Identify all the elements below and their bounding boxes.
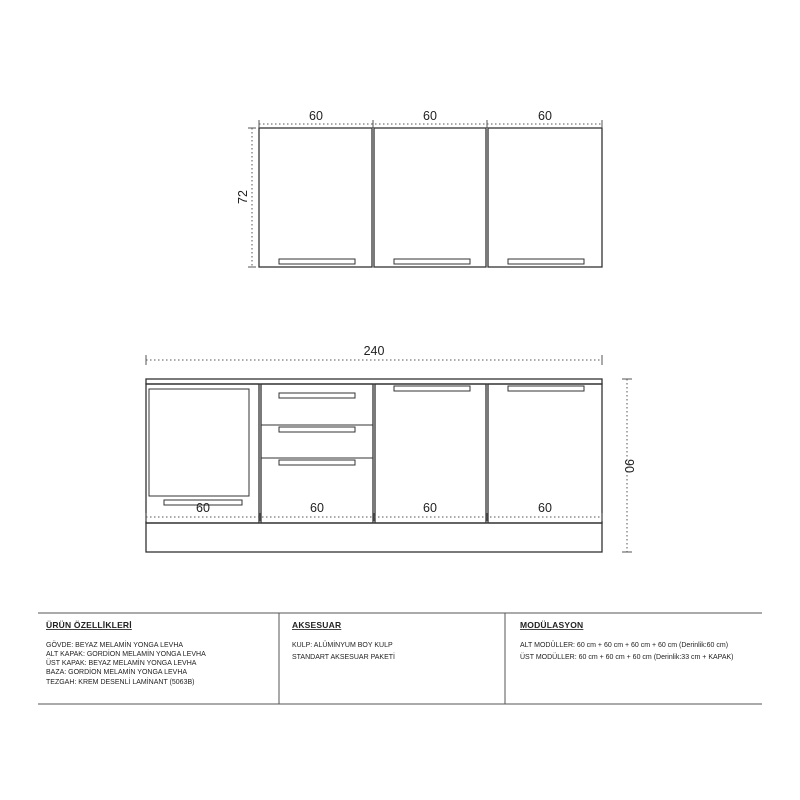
specs-title: ÜRÜN ÖZELLİKLERİ bbox=[46, 620, 132, 630]
lower-handle-3 bbox=[394, 386, 470, 391]
accessory-line-1: KULP: ALÜMİNYUM BOY KULP bbox=[292, 642, 393, 649]
upper-handle-2 bbox=[394, 259, 470, 264]
lower-handle-4 bbox=[508, 386, 584, 391]
lower-module-label-2: 60 bbox=[310, 501, 324, 515]
lower-cabinets bbox=[146, 379, 602, 552]
specs-line-4: BAZA: GORDİON MELAMİN YONGA LEVHA bbox=[46, 669, 188, 676]
specs-line-3: ÜST KAPAK: BEYAZ MELAMİN YONGA LEVHA bbox=[46, 660, 197, 667]
drawer-2 bbox=[261, 425, 373, 458]
upper-width-label-2: 60 bbox=[423, 109, 437, 123]
lower-total-width-label: 240 bbox=[363, 344, 385, 358]
specs-line-1: GÖVDE: BEYAZ MELAMİN YONGA LEVHA bbox=[46, 642, 184, 649]
lower-module-width-dimension bbox=[146, 513, 602, 521]
upper-handle-1 bbox=[279, 259, 355, 264]
lower-module-1-opening bbox=[149, 389, 249, 496]
lower-height-label: 90 bbox=[622, 459, 636, 473]
lower-module-label-1: 60 bbox=[196, 501, 210, 515]
lower-module-label-4: 60 bbox=[538, 501, 552, 515]
upper-cabinet-2 bbox=[374, 128, 486, 267]
lower-module-label-3: 60 bbox=[423, 501, 437, 515]
drawer-handle-3 bbox=[279, 460, 355, 465]
base-plinth bbox=[146, 523, 602, 552]
modulation-line-1: ALT MODÜLLER: 60 cm + 60 cm + 60 cm + 60 cm (Derinlik:60 cm) bbox=[520, 642, 729, 649]
countertop bbox=[146, 379, 602, 384]
upper-width-label-1: 60 bbox=[309, 109, 323, 123]
upper-cabinets bbox=[259, 128, 602, 267]
accessory-line-2: STANDART AKSESUAR PAKETİ bbox=[292, 654, 395, 661]
upper-width-label-3: 60 bbox=[538, 109, 552, 123]
drawer-handle-1 bbox=[279, 393, 355, 398]
upper-cabinet-1 bbox=[259, 128, 372, 267]
accessory-title: AKSESUAR bbox=[292, 620, 342, 630]
drawer-handle-2 bbox=[279, 427, 355, 432]
modulation-line-2: ÜST MODÜLLER: 60 cm + 60 cm + 60 cm (Derinlik:33 cm + KAPAK) bbox=[520, 654, 734, 661]
drawer-1 bbox=[261, 384, 373, 425]
upper-handle-3 bbox=[508, 259, 584, 264]
upper-height-label: 72 bbox=[236, 190, 250, 204]
specs-line-2: ALT KAPAK: GORDİON MELAMİN YONGA LEVHA bbox=[46, 651, 206, 658]
upper-cabinet-3 bbox=[488, 128, 602, 267]
modulation-title: MODÜLASYON bbox=[520, 620, 584, 630]
specs-line-5: TEZGAH: KREM DESENLİ LAMİNANT (5063B) bbox=[46, 679, 195, 686]
